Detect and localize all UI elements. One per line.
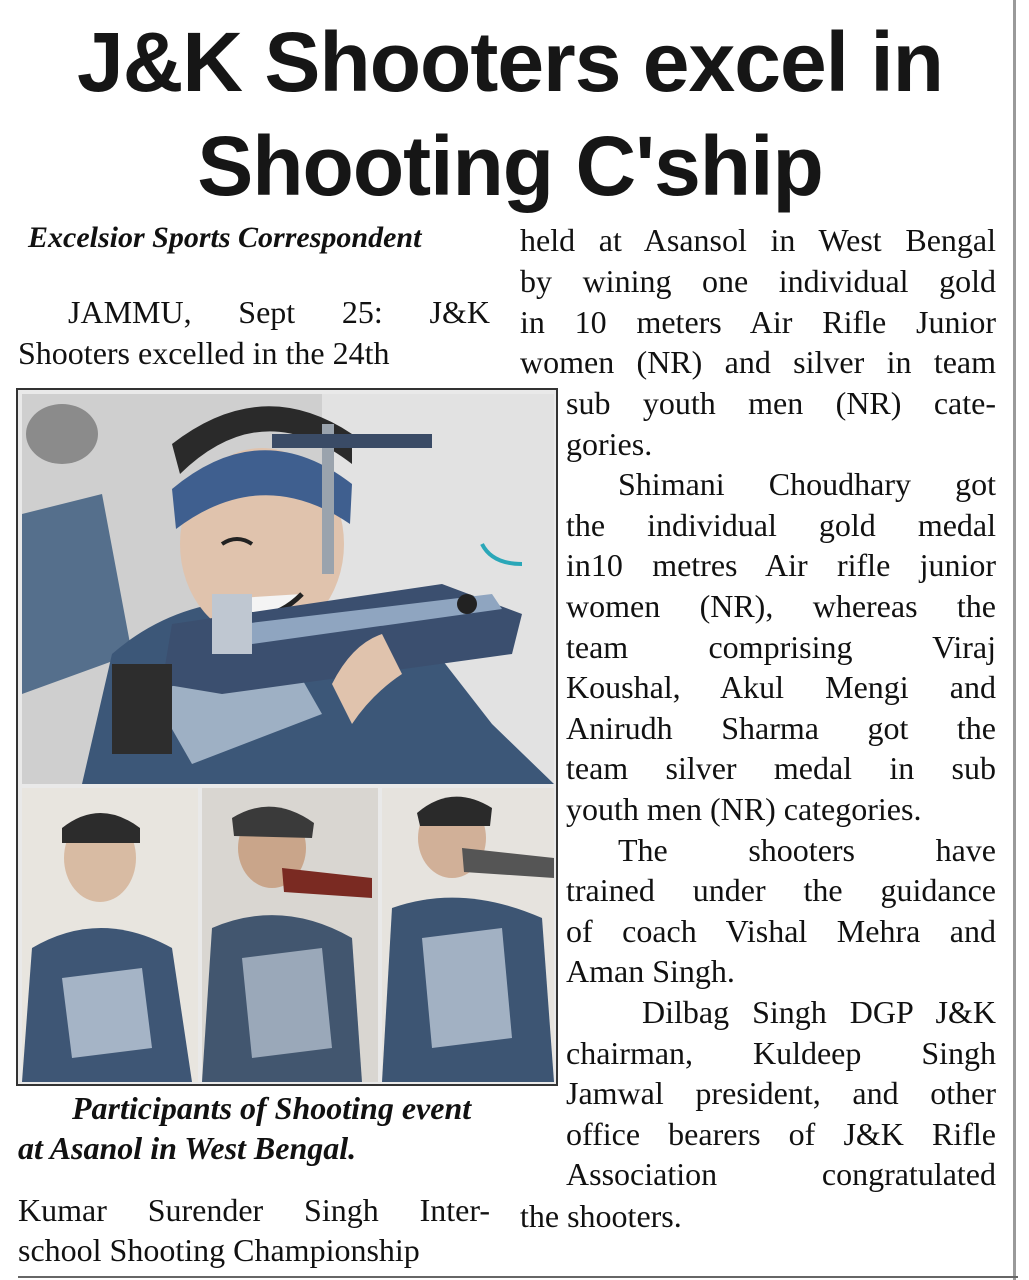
right-top-line-2: by wining one individual gold: [520, 263, 996, 299]
right-line-11: youth men (NR) categories.: [566, 791, 922, 827]
right-top-line-1: held at Asansol in West Bengal: [520, 222, 996, 258]
right-line-3: Shimani Choudhary got: [618, 466, 996, 502]
photo-top-shooter: [22, 394, 554, 784]
right-top-line-4: women (NR) and silver in team: [520, 344, 996, 380]
right-line-2: gories.: [566, 426, 653, 462]
photo-top-illustration: [22, 394, 554, 784]
left-line-2: Shooters excelled in the 24th: [18, 335, 390, 371]
caption-line-1: Participants of Shooting event: [72, 1090, 472, 1126]
photo-bottom-shooters: [22, 788, 554, 1082]
right-line-13: trained under the guidance: [566, 872, 996, 908]
photo-caption: [18, 1088, 558, 1168]
right-line-16: Dilbag Singh DGP J&K: [642, 994, 996, 1030]
right-line-4: the individual gold medal: [566, 507, 996, 543]
right-column-rule: [1013, 0, 1016, 1280]
right-line-9: Anirudh Sharma got the: [566, 710, 996, 746]
caption-line-2: at Asanol in West Bengal.: [18, 1130, 357, 1166]
right-line-10: team silver medal in sub: [566, 750, 996, 786]
right-line-17: chairman, Kuldeep Singh: [566, 1035, 996, 1071]
right-line-21: the shooters.: [520, 1198, 682, 1234]
right-line-1: sub youth men (NR) cate-: [566, 385, 996, 421]
headline-line-1: J&K Shooters excel in: [77, 15, 943, 109]
headline-line-2: Shooting C'ship: [197, 119, 823, 213]
left-line-1: JAMMU, Sept 25: J&K: [68, 294, 490, 330]
byline: Excelsior Sports Correspondent: [28, 221, 422, 254]
left-bottom-line-1: Kumar Surender Singh Inter-: [18, 1192, 490, 1228]
bottom-rule: [18, 1276, 1018, 1278]
right-line-12: The shooters have: [618, 832, 996, 868]
right-line-6: women (NR), whereas the: [566, 588, 996, 624]
right-line-20: Association congratulated: [566, 1156, 996, 1192]
right-line-18: Jamwal president, and other: [566, 1075, 996, 1111]
right-line-7: team comprising Viraj: [566, 629, 996, 665]
right-line-8: Koushal, Akul Mengi and: [566, 669, 996, 705]
photo-bottom-illustration: [22, 788, 554, 1082]
right-line-15: Aman Singh.: [566, 953, 735, 989]
right-line-14: of coach Vishal Mehra and: [566, 913, 996, 949]
left-bottom-line-2: school Shooting Championship: [18, 1232, 420, 1268]
headline: [60, 10, 960, 218]
right-line-5: in10 metres Air rifle junior: [566, 547, 996, 583]
right-top-line-3: in 10 meters Air Rifle Junior: [520, 304, 996, 340]
article-photo: [16, 388, 558, 1086]
right-line-19: office bearers of J&K Rifle: [566, 1116, 996, 1152]
